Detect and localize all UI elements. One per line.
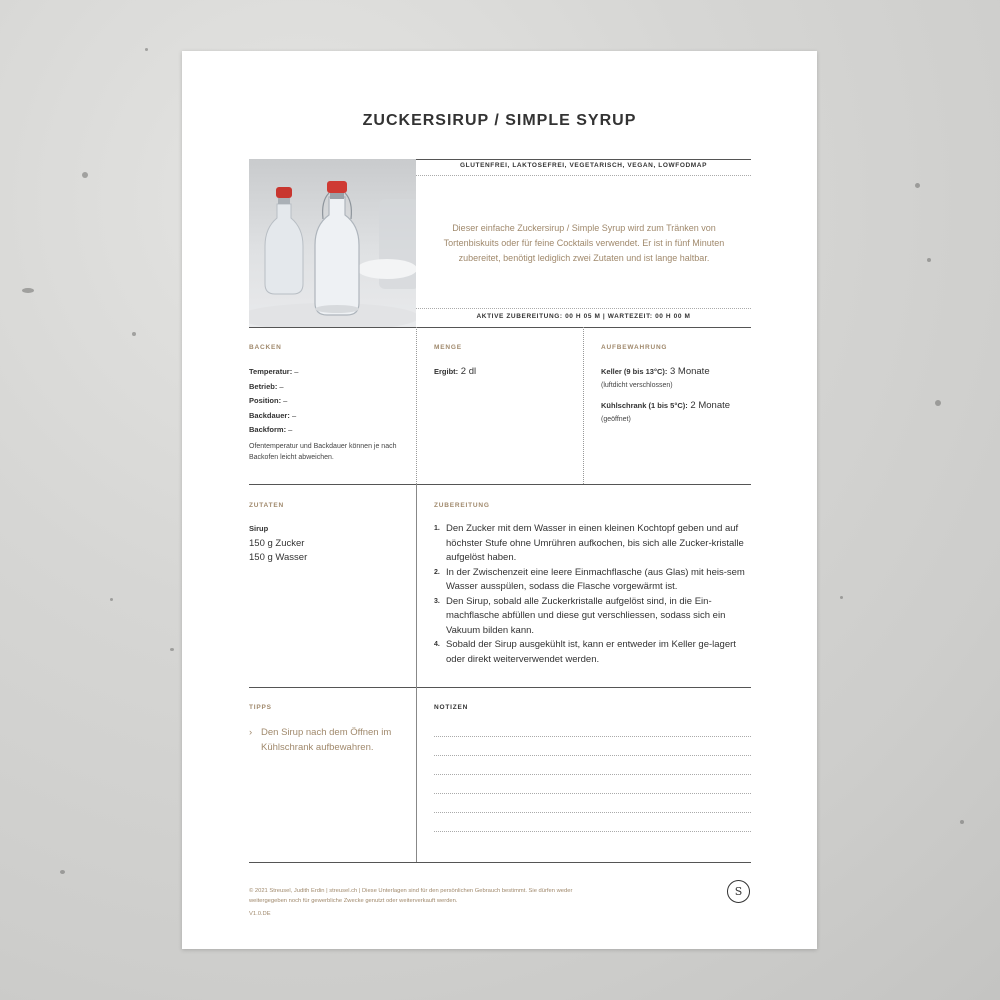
backen-row-value: – xyxy=(277,381,284,391)
footer-line-1: © 2021 Streusel, Judith Erdin | streusel.ch | Diese Unterlagen sind für den persönlichen Gebrauch bestimmt. Sie dürfen weder xyxy=(249,888,573,894)
rule-tags xyxy=(416,175,751,176)
backen-row-label: Temperatur: xyxy=(249,367,293,376)
notes-line[interactable] xyxy=(434,793,751,794)
notizen-heading: NOTIZEN xyxy=(434,704,469,711)
step-text: Den Zucker mit dem Wasser in einen kleinen Kochtopf geben und auf höchster Stufe ohne Umrühren aufkochen, bis sich alle Zucker-kristalle aufgelöst haben. xyxy=(446,523,744,563)
rule-row2 xyxy=(249,484,751,485)
tipp-text: Den Sirup nach dem Öffnen im Kühlschrank aufbewahren. xyxy=(261,727,392,753)
backen-row-value: – xyxy=(289,410,297,420)
zutaten-list xyxy=(249,522,409,566)
aufbewahrung-label: Kühlschrank (1 bis 5°C): xyxy=(601,401,688,410)
step-item xyxy=(434,595,752,639)
step-item xyxy=(434,638,752,667)
zutaten-group: Sirup xyxy=(249,524,269,533)
background-speck xyxy=(960,820,964,824)
footer-copyright xyxy=(249,886,719,919)
backen-row-value: – xyxy=(292,367,299,376)
divider-row3 xyxy=(416,687,417,862)
backen-row xyxy=(249,365,409,380)
background-speck xyxy=(170,648,174,651)
step-number: 3. xyxy=(434,597,440,605)
backen-row-value: – xyxy=(281,396,288,405)
divider-row1-a xyxy=(416,327,417,484)
step-number: 4. xyxy=(434,641,440,648)
background-speck xyxy=(132,332,136,336)
bottles-illustration xyxy=(249,159,416,327)
rule-row3 xyxy=(249,687,751,688)
zutaten-heading: ZUTATEN xyxy=(249,502,284,509)
background-speck xyxy=(935,400,941,406)
step-text: In der Zwischenzeit eine leere Einmachflasche (aus Glas) mit heis-sem Wasser ausspülen, sodass die Flasche vorgewärmt ist. xyxy=(446,566,745,592)
zutaten-item: 150 g Zucker xyxy=(249,537,305,549)
aufbewahrung-value: 3 Monate xyxy=(667,366,710,377)
backen-heading: BACKEN xyxy=(249,344,282,351)
aufbewahrung-value: 2 Monate xyxy=(687,400,731,411)
zutaten-item: 150 g Wasser xyxy=(249,552,308,563)
aufbewahrung-item xyxy=(601,365,751,391)
rule-times-top xyxy=(416,308,751,309)
recipe-photo xyxy=(249,159,416,327)
background-speck xyxy=(22,288,34,293)
aufbewahrung-note: (luftdicht verschlossen) xyxy=(601,381,673,389)
rule-bottom xyxy=(249,862,751,863)
backen-row xyxy=(249,423,409,438)
notes-line[interactable] xyxy=(434,755,751,756)
backen-row-label: Betrieb: xyxy=(249,381,278,391)
background-speck xyxy=(110,598,113,601)
background-speck xyxy=(840,596,843,599)
background-speck xyxy=(60,870,65,874)
background-speck xyxy=(145,48,148,51)
menge-heading: MENGE xyxy=(434,344,462,351)
backen-row-label: Backform: xyxy=(249,425,287,434)
rule-photo-bottom xyxy=(249,327,751,328)
backen-row-value: – xyxy=(286,425,293,434)
recipe-title: ZUCKERSIRUP / SIMPLE SYRUP xyxy=(362,112,637,129)
aufbewahrung-heading: AUFBEWAHRUNG xyxy=(601,344,668,351)
backen-row xyxy=(249,409,409,424)
backen-row xyxy=(249,394,409,409)
zubereitung-heading: ZUBEREITUNG xyxy=(434,502,490,509)
notes-line[interactable] xyxy=(434,831,751,832)
intro-text: Dieser einfache Zuckersirup / Simple Syrup wird zum Tränken von Tortenbiskuits oder für feine Cocktails verwendet. Er ist in fünf Minuten zubereitet, benötigt lediglich zwei Zutaten und ist lange haltbar. xyxy=(443,223,725,263)
prep-times: AKTIVE ZUBEREITUNG: 00 H 05 M | WARTEZEIT: 00 H 00 M xyxy=(476,313,691,320)
notes-line[interactable] xyxy=(434,736,751,737)
notes-line[interactable] xyxy=(434,774,751,775)
step-text: Sobald der Sirup ausgekühlt ist, kann er entweder im Keller ge-lagert oder direkt weiterverwendet werden. xyxy=(446,639,736,665)
zubereitung-steps xyxy=(434,522,752,667)
streusel-logo-icon: S xyxy=(727,880,750,903)
footer-version: V1.0.DE xyxy=(249,911,271,917)
menge-value: 2 dl xyxy=(458,366,477,377)
tipp-bullet: › xyxy=(249,727,253,738)
step-item xyxy=(434,522,752,566)
backen-note: Ofentemperatur und Backdauer können je nach Backofen leicht abweichen. xyxy=(249,443,397,461)
notes-line[interactable] xyxy=(434,812,751,813)
diet-tags: GLUTENFREI, LAKTOSEFREI, VEGETARISCH, VEGAN, LOWFODMAP xyxy=(459,162,708,169)
backen-list xyxy=(249,365,409,438)
step-number: 1. xyxy=(434,525,440,532)
background-speck xyxy=(915,183,920,188)
menge-yield xyxy=(434,365,574,380)
backen-row-label: Backdauer: xyxy=(249,410,290,420)
backen-row xyxy=(249,380,409,395)
menge-label: Ergibt: xyxy=(434,367,459,376)
step-text: Den Sirup, sobald alle Zuckerkristalle aufgelöst sind, in die Ein-machflasche abfüllen und diese gut verschliessen, sodass sich ein Vakuum bilden kann. xyxy=(446,595,726,636)
background-speck xyxy=(82,172,88,178)
tipp-item xyxy=(249,725,411,755)
step-number: 2. xyxy=(434,568,440,576)
background-speck xyxy=(927,258,931,262)
step-item xyxy=(434,566,752,595)
aufbewahrung-label: Keller (9 bis 13°C): xyxy=(601,367,668,376)
aufbewahrung-item xyxy=(601,399,751,425)
recipe-sheet xyxy=(182,51,817,949)
footer-line-2: weitergegeben noch für gewerbliche Zwecke genutzt oder weiterverkauft werden. xyxy=(249,898,458,904)
divider-row1-b xyxy=(583,327,584,484)
backen-row-label: Position: xyxy=(249,396,282,405)
aufbewahrung-note: (geöffnet) xyxy=(601,415,631,423)
tipps-heading: TIPPS xyxy=(249,704,272,711)
divider-row2 xyxy=(416,484,417,687)
